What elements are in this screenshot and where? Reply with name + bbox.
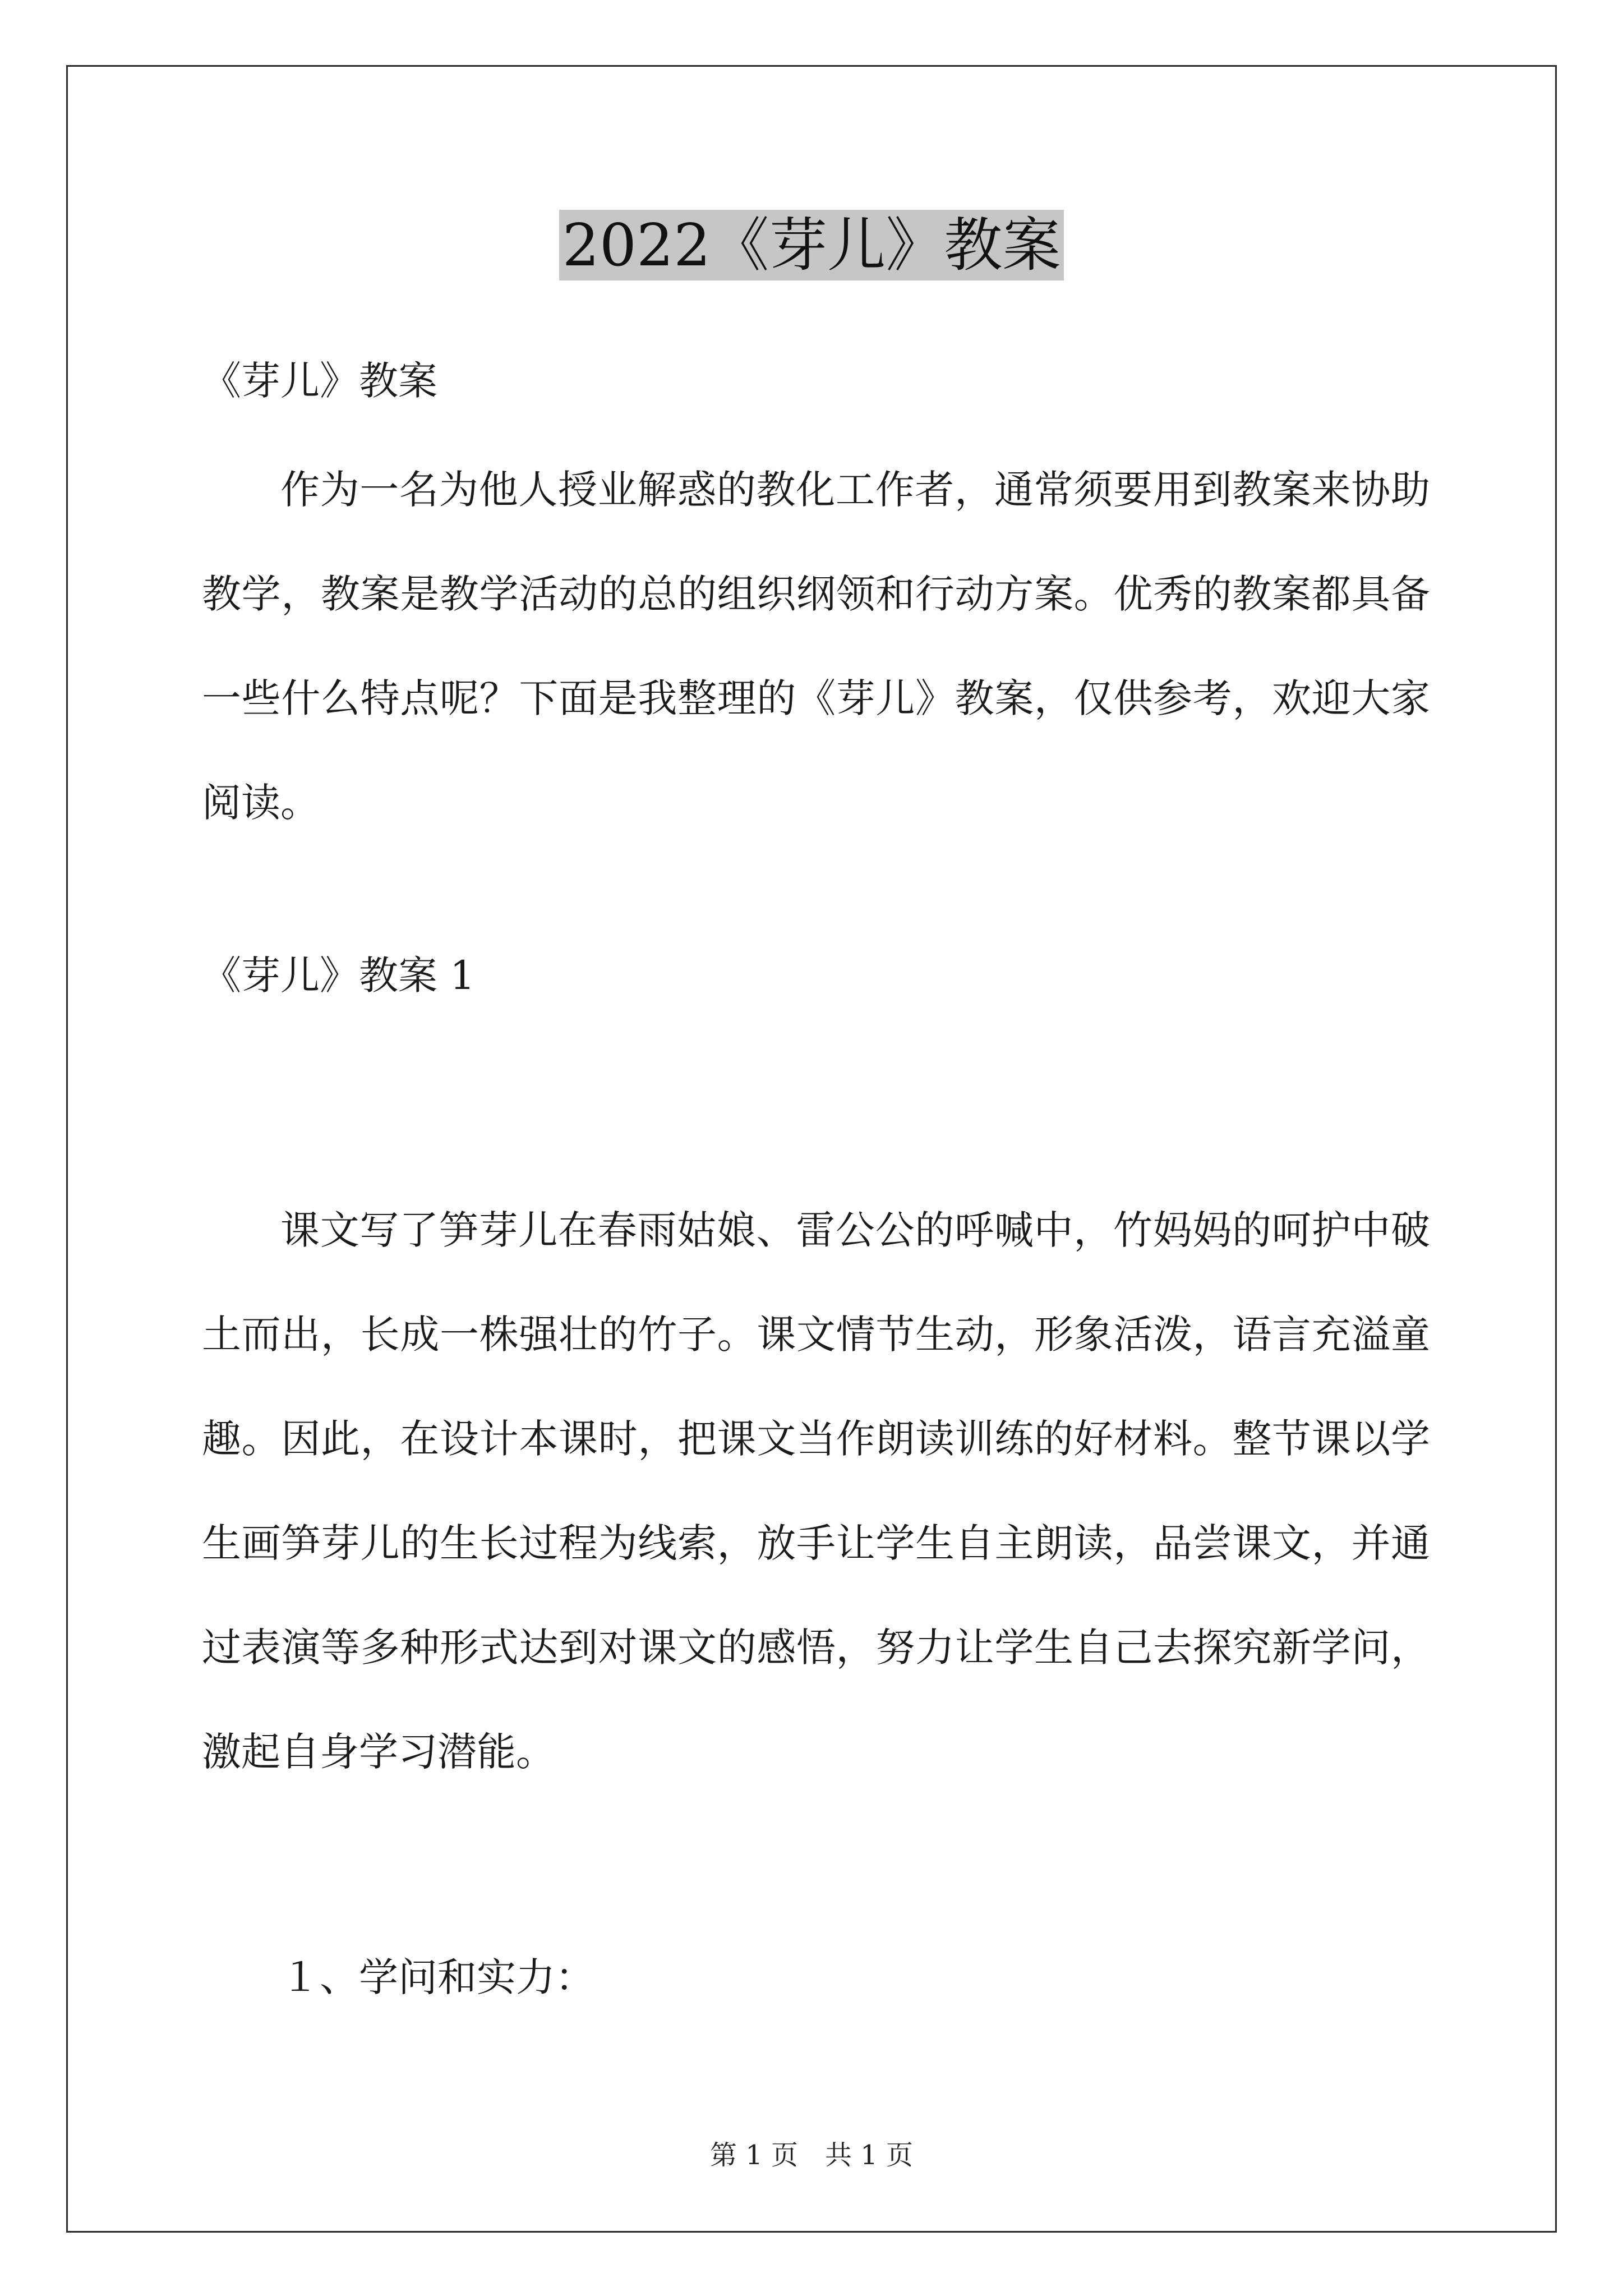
section-heading: 《芽儿》教案 1 (202, 953, 475, 999)
page-title: 2022《芽儿》教案 (559, 210, 1064, 280)
list-item-1: １、学问和实力： (280, 1954, 594, 2000)
title-block (0, 210, 1623, 280)
intro-paragraph: 作为一名为他人授业解惑的教化工作者，通常须要用到教案来协助教学，教案是教学活动的总的组织纲领和行动方案。优秀的教案都具备一些什么特点呢？下面是我整理的《芽儿》教案，仅供参考，欢迎大家阅读。 (202, 467, 1430, 826)
page-footer: 第 1 页 共 1 页 (709, 2139, 914, 2171)
subtitle: 《芽儿》教案 (202, 358, 437, 404)
body-paragraph: 课文写了笋芽儿在春雨姑娘、雷公公的呼喊中，竹妈妈的呵护中破土而出，长成一株强壮的竹子。课文情节生动，形象活泼，语言充溢童趣。因此，在设计本课时，把课文当作朗读训练的好材料。整节课以学生画笋芽儿的生长过程为线索，放手让学生自主朗读，品尝课文，并通过表演等多种形式达到对课文的感悟，努力让学生自己去探究新学问，激起自身学习潜能。 (202, 1207, 1430, 1775)
